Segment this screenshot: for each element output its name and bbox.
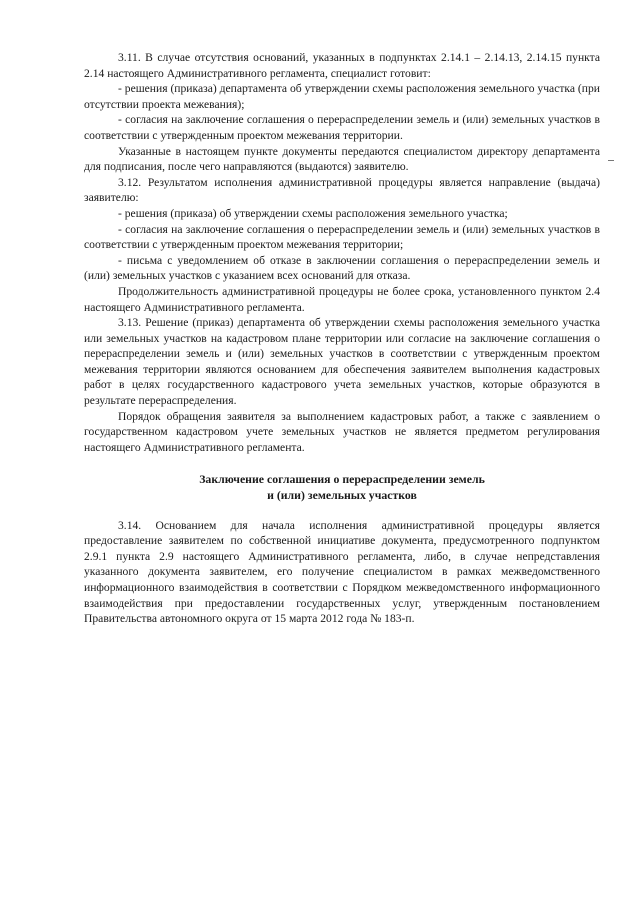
paragraph-documents-transfer: Указанные в настоящем пункте документы передаются специалистом директору департамента для подписания, после чего направляются (выдаются) заявителю. (84, 144, 600, 174)
list-item-result-consent: - согласия на заключение соглашения о перераспределении земель и (или) земельных участков в соответствии с утвержденным проектом межевания территории; (84, 222, 600, 252)
section-heading-line-1: Заключение соглашения о перераспределении земель (199, 472, 485, 487)
document-body (84, 50, 600, 627)
paragraph-duration: Продолжительность административной процедуры не более срока, установленного пунктом 2.4 настоящего Административного регламента. (84, 284, 600, 314)
spacer (84, 504, 600, 518)
paragraph-cadastral-procedure: Порядок обращения заявителя за выполнением кадастровых работ, а также с заявлением о государственном кадастровом учете земельных участков не является предметом регулирования настоящего Административного регламента. (84, 409, 600, 454)
margin-mark (608, 160, 614, 161)
list-item-result-decision: - решения (приказа) об утверждении схемы расположения земельного участка; (118, 206, 508, 220)
section-heading (84, 472, 600, 503)
paragraph-3-13: 3.13. Решение (приказ) департамента об утверждении схемы расположения земельного участка или земельных участков на кадастровом плане территории или согласие на заключение соглашения о перераспределении земель и (или) земельных участков в соответствии с утвержденным проектом межевания территории являются основанием для обеспечения заявителем выполнения кадастровых работ в целях государственного кадастрового учета земельных участков, которые образуются в результате перераспределения. (84, 316, 600, 408)
paragraph-3-11: 3.11. В случае отсутствия оснований, указанных в подпунктах 2.14.1 – 2.14.13, 2.14.15 пункта 2.14 настоящего Административного регламента, специалист готовит: (84, 51, 600, 80)
list-item-decision-scheme: - решения (приказа) департамента об утверждении схемы расположения земельного участка (при отсутствии проекта межевания); (84, 82, 600, 111)
paragraph-3-14: 3.14. Основанием для начала исполнения административной процедуры является предоставление заявителем по собственной инициативе документа, предусмотренного подпунктом 2.9.1 пункта 2.9 настоящего Административного регламента, либо, в случае непредставления указанного документа заявителем, его получение специалистом в рамках межведомственного информационного взаимодействия в соответствии с Порядком межведомственного информационного взаимодействия при предоставлении государственных услуг, утвержденным постановлением Правительства автономного округа от 15 марта 2012 года № 183-п. (84, 518, 600, 626)
paragraph-3-12: 3.12. Результатом исполнения административной процедуры является направление (выдача) заявителю: (84, 175, 600, 205)
list-item-consent-agreement: - согласия на заключение соглашения о перераспределении земель и (или) земельных участков в соответствии с утвержденным проектом межевания территории. (84, 113, 600, 142)
section-heading-line-2: и (или) земельных участков (267, 488, 417, 503)
list-item-result-refusal: - письма с уведомлением об отказе в заключении соглашения о перераспределении земель и (или) земельных участков с указанием всех оснований для отказа. (84, 253, 600, 283)
spacer (84, 455, 600, 472)
